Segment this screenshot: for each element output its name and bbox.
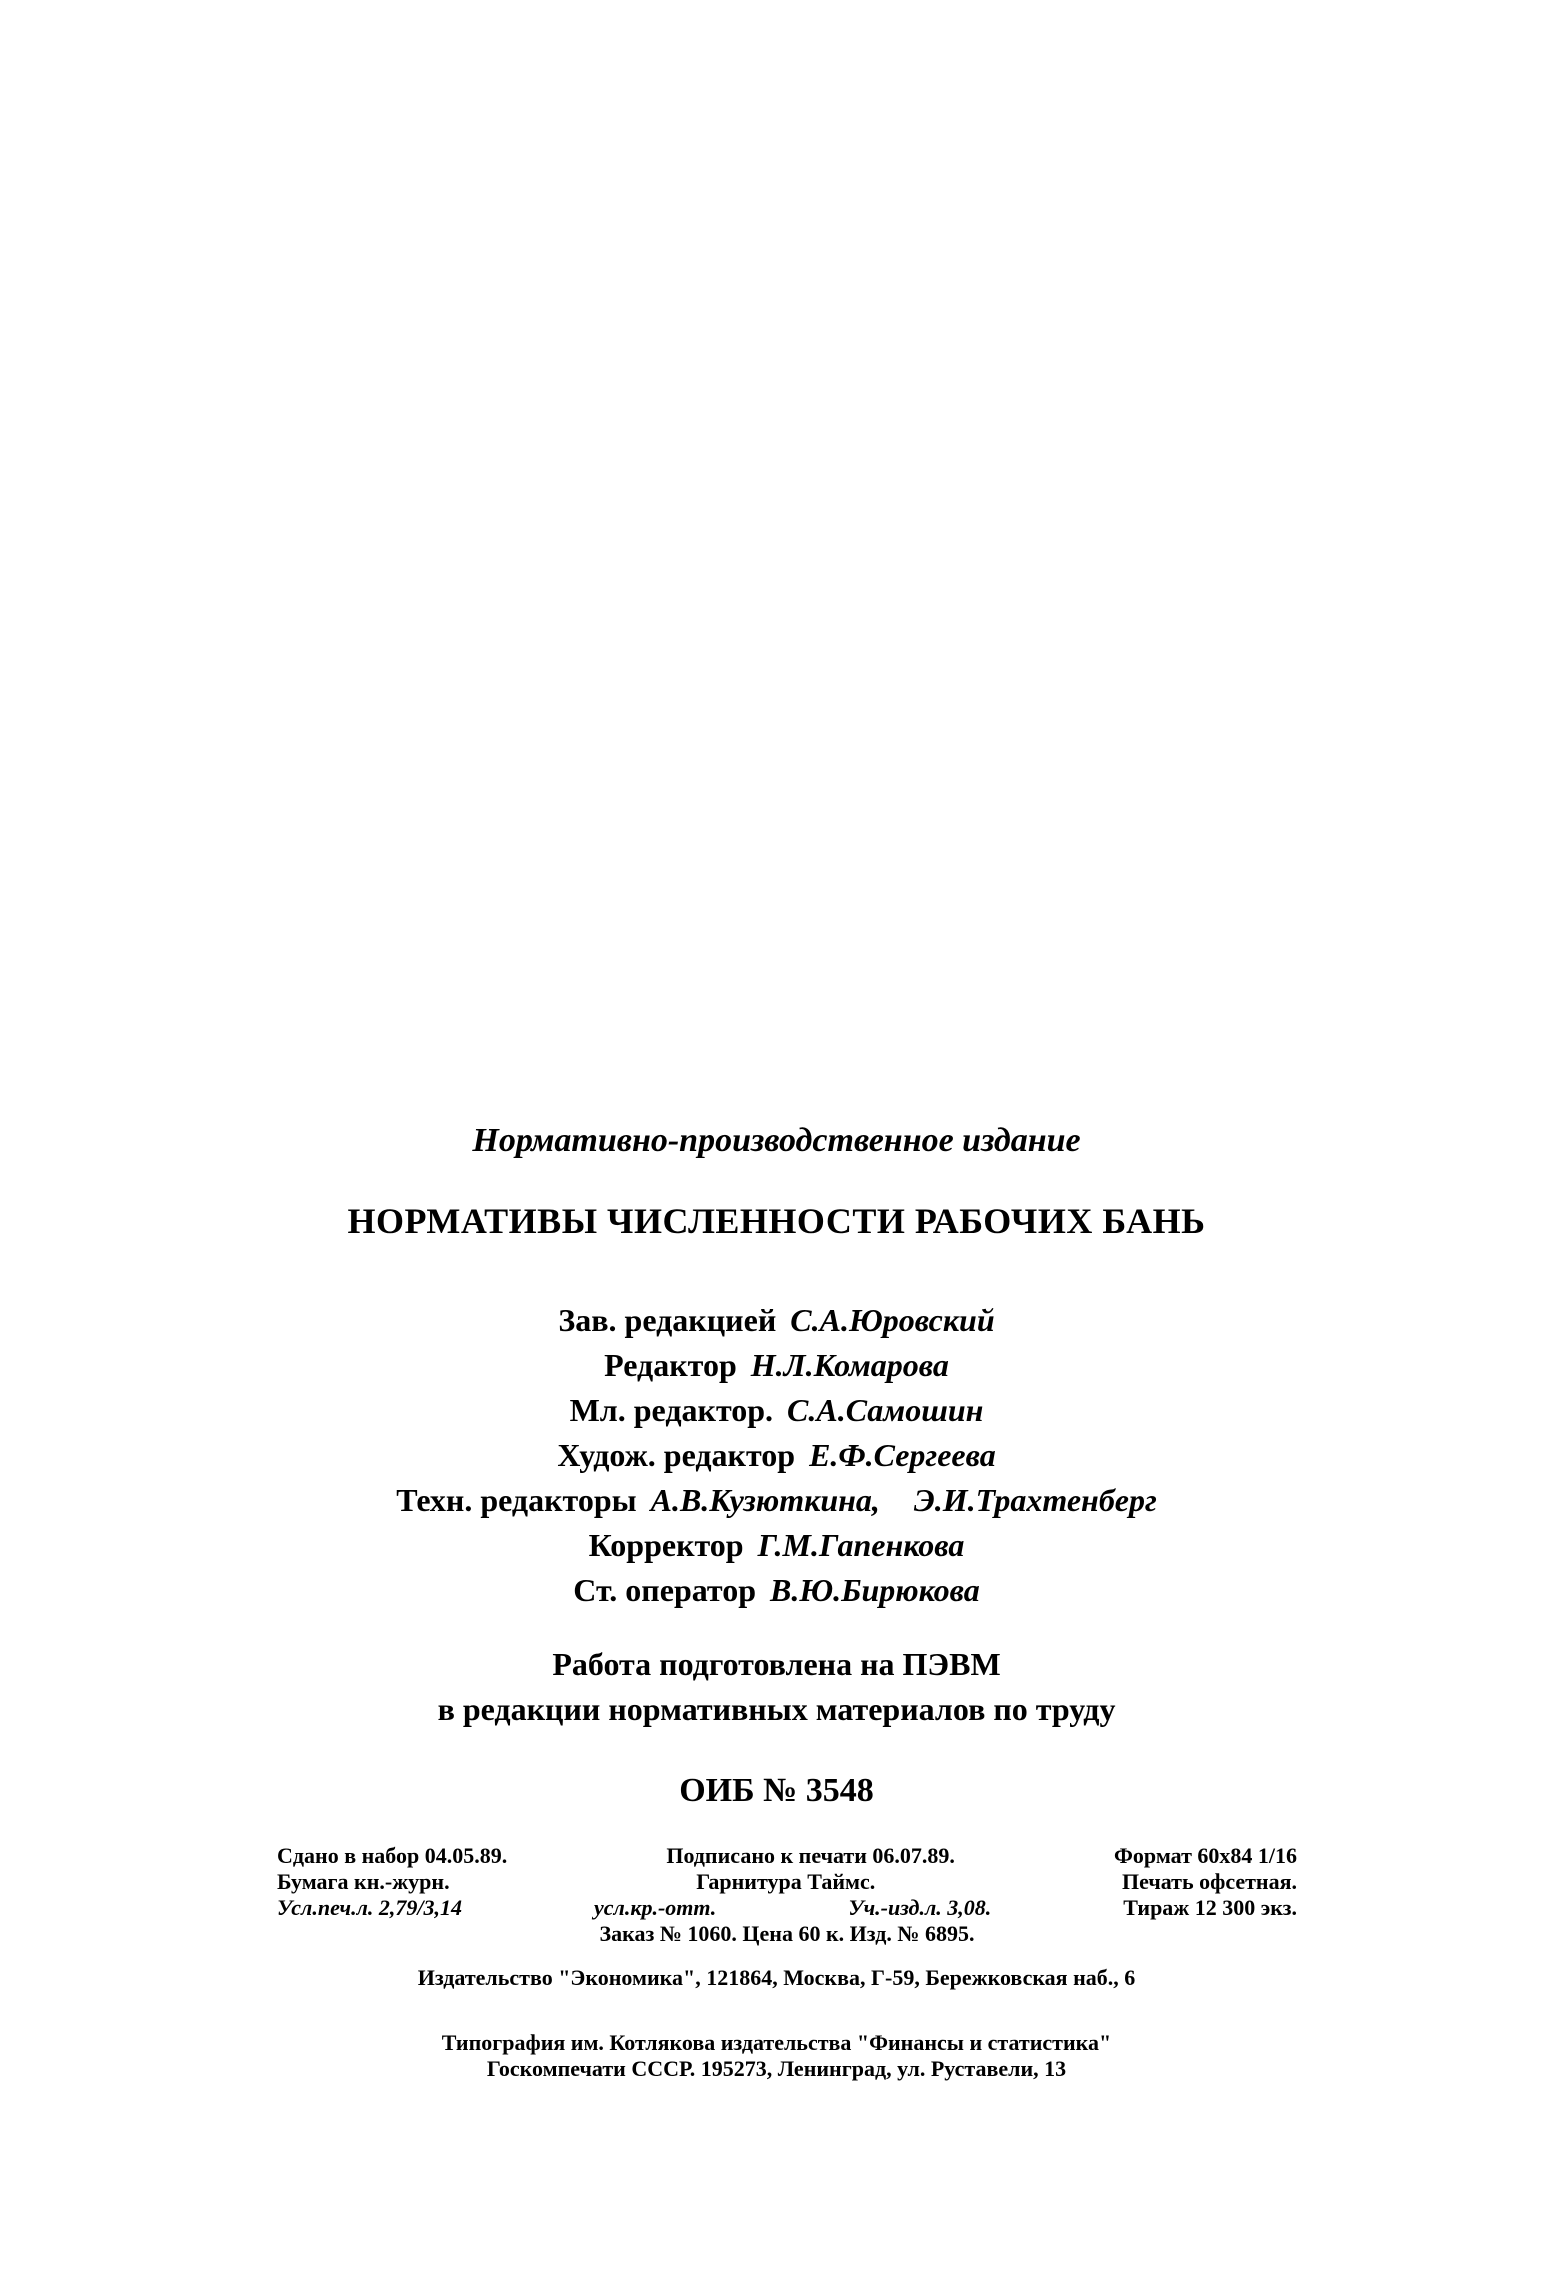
- credit-role: Зав. редакцией: [558, 1302, 777, 1338]
- credit-name: А.В.Кузюткина,: [650, 1482, 880, 1518]
- credit-name: С.А.Юровский: [790, 1302, 995, 1338]
- credit-name: Э.И.Трахтенберг: [913, 1482, 1157, 1518]
- imprint-cell: Печать офсетная.: [1121, 1869, 1297, 1894]
- preparation-line: в редакции нормативных материалов по труду: [437, 1691, 1116, 1727]
- preparation-line: Работа подготовлена на ПЭВМ: [552, 1646, 1001, 1682]
- imprint-cell: Гарнитура Таймс.: [696, 1869, 876, 1894]
- printing-line: Типография им. Котлякова издательства "Финансы и статистика": [441, 2030, 1112, 2055]
- credit-name: Г.М.Гапенкова: [757, 1527, 965, 1563]
- credit-role: Мл. редактор.: [569, 1392, 774, 1428]
- imprint-cell: усл.кр.-отт.: [594, 1895, 717, 1920]
- imprint-cell: Усл.печ.л. 2,79/3,14: [277, 1895, 462, 1920]
- credit-row: [0, 1523, 1553, 1568]
- credit-name: Н.Л.Комарова: [750, 1347, 949, 1383]
- credit-role: Худож. редактор: [557, 1437, 796, 1473]
- imprint-cell: Формат 60х84 1/16: [1114, 1843, 1297, 1868]
- credit-row: [0, 1298, 1553, 1343]
- edition-type: Нормативно-производственное издание: [472, 1122, 1081, 1159]
- imprint-cell: Подписано к печати 06.07.89.: [666, 1843, 955, 1868]
- order-line: Заказ № 1060. Цена 60 к. Изд. № 6895.: [599, 1921, 975, 1946]
- imprint-row: [277, 1843, 1297, 1869]
- preparation-note: [0, 1642, 1553, 1732]
- credit-row: [0, 1568, 1553, 1613]
- book-title: НОРМАТИВЫ ЧИСЛЕННОСТИ РАБОЧИХ БАНЬ: [347, 1201, 1206, 1241]
- imprint-cell: Тираж 12 300 экз.: [1123, 1895, 1297, 1920]
- imprint-row: [277, 1869, 1297, 1895]
- printing-line: Госкомпечати СССР. 195273, Ленинград, ул. Руставели, 13: [486, 2056, 1067, 2081]
- publisher-address: Издательство "Экономика", 121864, Москва, Г-59, Бережковская наб., 6: [417, 1965, 1136, 1990]
- imprint-details: [277, 1843, 1297, 1947]
- credit-role: Ст. оператор: [573, 1572, 756, 1608]
- credit-role: Корректор: [588, 1527, 744, 1563]
- credit-role: Редактор: [604, 1347, 737, 1383]
- credit-name: С.А.Самошин: [787, 1392, 984, 1428]
- imprint-cell: Бумага кн.-журн.: [277, 1869, 450, 1894]
- credit-row: [0, 1388, 1553, 1433]
- credit-row: [0, 1478, 1553, 1523]
- oib-number: ОИБ № 3548: [679, 1772, 874, 1809]
- credit-row: [0, 1343, 1553, 1388]
- printing-house: [0, 2030, 1553, 2082]
- credit-name: Е.Ф.Сергеева: [809, 1437, 996, 1473]
- credit-row: [0, 1433, 1553, 1478]
- credit-name: В.Ю.Бирюкова: [770, 1572, 980, 1608]
- credit-role: Техн. редакторы: [396, 1482, 637, 1518]
- imprint-row: [277, 1895, 1297, 1921]
- imprint-cell: Сдано в набор 04.05.89.: [277, 1843, 508, 1868]
- credits-list: [0, 1298, 1553, 1613]
- imprint-cell: Уч.-изд.л. 3,08.: [848, 1895, 992, 1920]
